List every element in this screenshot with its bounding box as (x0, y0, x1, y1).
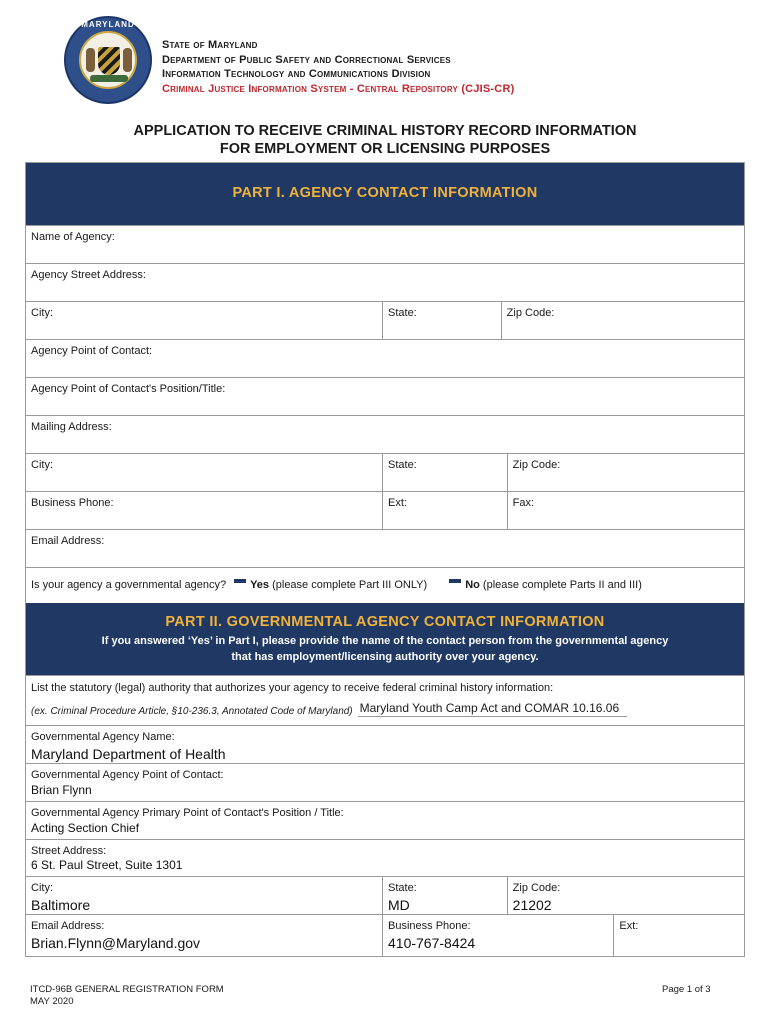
part1-header (26, 163, 744, 225)
gov-city-value: Baltimore (31, 897, 91, 913)
agency-state-field[interactable] (382, 302, 501, 339)
form-footer (30, 984, 224, 1008)
part2-instructions (26, 633, 744, 665)
application-form (25, 162, 745, 957)
gov-email-value: Brian.Flynn@Maryland.gov (31, 935, 201, 951)
mailing-address-row (26, 415, 744, 453)
state-label: State: (388, 459, 417, 471)
gov-agency-row (26, 725, 744, 763)
form-title (0, 122, 770, 158)
gov-contact-row (26, 914, 744, 956)
agency-email-field[interactable] (26, 530, 744, 567)
agency-poc-title-row (26, 377, 744, 415)
gov-street-label: Street Address: (31, 845, 107, 857)
gov-agency-label: Governmental Agency Name: (31, 731, 175, 743)
ext-label: Ext: (388, 497, 407, 509)
agency-ext-field[interactable] (382, 492, 507, 529)
statutory-label: List the statutory (legal) authority that authorizes your agency to receive federal criminal history information: (31, 682, 554, 694)
gov-title-value: Acting Section Chief (31, 821, 140, 835)
form-date: MAY 2020 (30, 996, 74, 1007)
shield-icon (98, 47, 120, 75)
gov-street-row (26, 839, 744, 876)
gov-phone-label: Business Phone: (388, 920, 471, 932)
mailing-city-field[interactable] (26, 454, 382, 491)
gov-poc-field[interactable] (26, 764, 744, 801)
gov-phone-value: 410-767-8424 (388, 935, 476, 951)
gov-state-value: MD (388, 897, 410, 913)
gov-street-field[interactable] (26, 840, 744, 876)
letterhead (0, 0, 770, 115)
agency-poc-label: Agency Point of Contact: (31, 345, 153, 357)
gov-title-row (26, 801, 744, 839)
gov-agency-value: Maryland Department of Health (31, 746, 226, 762)
gov-city-field[interactable] (26, 877, 382, 914)
org-department: Department of Public Safety and Correctional Services (162, 53, 451, 66)
gov-phone-field[interactable] (382, 915, 613, 956)
gov-poc-row (26, 763, 744, 801)
agency-name-label: Name of Agency: (31, 231, 115, 243)
fax-label: Fax: (512, 497, 535, 509)
statutory-authority-field (31, 682, 744, 725)
agency-fax-field[interactable] (507, 492, 744, 529)
mailing-address-label: Mailing Address: (31, 421, 112, 433)
governmental-question-row (26, 567, 744, 603)
agency-poc-title-field[interactable] (26, 378, 744, 415)
page-number: Page 1 of 3 (662, 984, 711, 995)
statutory-input[interactable]: Maryland Youth Camp Act and COMAR 10.16.06 (358, 701, 627, 717)
part2-header (26, 603, 744, 675)
mailing-zip-field[interactable] (507, 454, 744, 491)
zip-label: Zip Code: (506, 307, 555, 319)
mailing-state-field[interactable] (382, 454, 507, 491)
agency-phone-field[interactable] (26, 492, 382, 529)
gov-street-value: 6 St. Paul Street, Suite 1301 (31, 858, 183, 872)
agency-name-field[interactable] (26, 226, 744, 263)
agency-name-row (26, 225, 744, 263)
state-label: State: (388, 307, 417, 319)
city-label: City: (31, 459, 53, 471)
agency-poc-row (26, 339, 744, 377)
city-label: City: (31, 307, 53, 319)
email-label: Email Address: (31, 535, 105, 547)
form-title-line2: FOR EMPLOYMENT OR LICENSING PURPOSES (219, 141, 551, 157)
part2-title: PART II. GOVERNMENTAL AGENCY CONTACT INFORMATION (165, 614, 605, 630)
organization-block (162, 38, 514, 96)
gov-agency-field[interactable] (26, 726, 744, 763)
part2-instruction-line1: If you answered ‘Yes’ in Part I, please provide the name of the contact person from the governmental agency (101, 635, 669, 647)
gov-state-label: State: (388, 882, 417, 894)
governmental-question: Is your agency a governmental agency? (31, 579, 227, 591)
seal-lettering: MARYLAND (81, 20, 135, 29)
gov-email-field[interactable] (26, 915, 382, 956)
agency-poc-field[interactable] (26, 340, 744, 377)
agency-street-row (26, 263, 744, 301)
zip-label: Zip Code: (512, 459, 561, 471)
yes-label: Yes (250, 579, 270, 591)
gov-zip-field[interactable] (507, 877, 744, 914)
no-label: No (465, 579, 480, 591)
gov-city-label: City: (31, 882, 53, 894)
agency-city-field[interactable] (26, 302, 382, 339)
mailing-city-row (26, 453, 744, 491)
org-cjis: Criminal Justice Information System - Central Repository (CJIS-CR) (162, 82, 515, 95)
org-division: Information Technology and Communications Division (162, 68, 431, 80)
yes-checkbox[interactable] (234, 579, 246, 583)
no-checkbox[interactable] (449, 579, 461, 583)
gov-city-row (26, 876, 744, 914)
statutory-example: (ex. Criminal Procedure Article, §10-236.3, Annotated Code of Maryland) (31, 706, 353, 717)
maryland-seal-logo (64, 16, 152, 104)
gov-zip-label: Zip Code: (512, 882, 561, 894)
agency-street-field[interactable] (26, 264, 744, 301)
agency-poc-title-label: Agency Point of Contact's Position/Title: (31, 383, 226, 395)
form-id: ITCD-96B GENERAL REGISTRATION FORM (30, 984, 224, 995)
gov-zip-value: 21202 (512, 897, 552, 913)
seal-center (79, 31, 137, 89)
statutory-authority-row (26, 675, 744, 725)
form-title-line1: APPLICATION TO RECEIVE CRIMINAL HISTORY RECORD INFORMATION (133, 123, 637, 139)
agency-phone-row (26, 491, 744, 529)
no-note: (please complete Parts II and III) (482, 579, 642, 591)
gov-title-field[interactable] (26, 802, 744, 839)
gov-email-label: Email Address: (31, 920, 105, 932)
gov-poc-label: Governmental Agency Point of Contact: (31, 769, 224, 781)
agency-email-row (26, 529, 744, 567)
agency-street-label: Agency Street Address: (31, 269, 146, 281)
mailing-address-field[interactable] (26, 416, 744, 453)
gov-poc-value: Brian Flynn (31, 783, 92, 797)
yes-note: (please complete Part III ONLY) (272, 579, 428, 591)
agency-zip-field[interactable] (501, 302, 744, 339)
gov-ext-field[interactable] (613, 915, 744, 956)
gov-state-field[interactable] (382, 877, 507, 914)
business-phone-label: Business Phone: (31, 497, 114, 509)
part2-instruction-line2: that has employment/licensing authority over your agency. (231, 651, 539, 663)
gov-ext-label: Ext: (619, 920, 639, 932)
org-state: State of Maryland (162, 39, 258, 51)
part1-title: PART I. AGENCY CONTACT INFORMATION (232, 185, 538, 201)
agency-city-row (26, 301, 744, 339)
gov-title-label: Governmental Agency Primary Point of Contact's Position / Title: (31, 807, 344, 819)
